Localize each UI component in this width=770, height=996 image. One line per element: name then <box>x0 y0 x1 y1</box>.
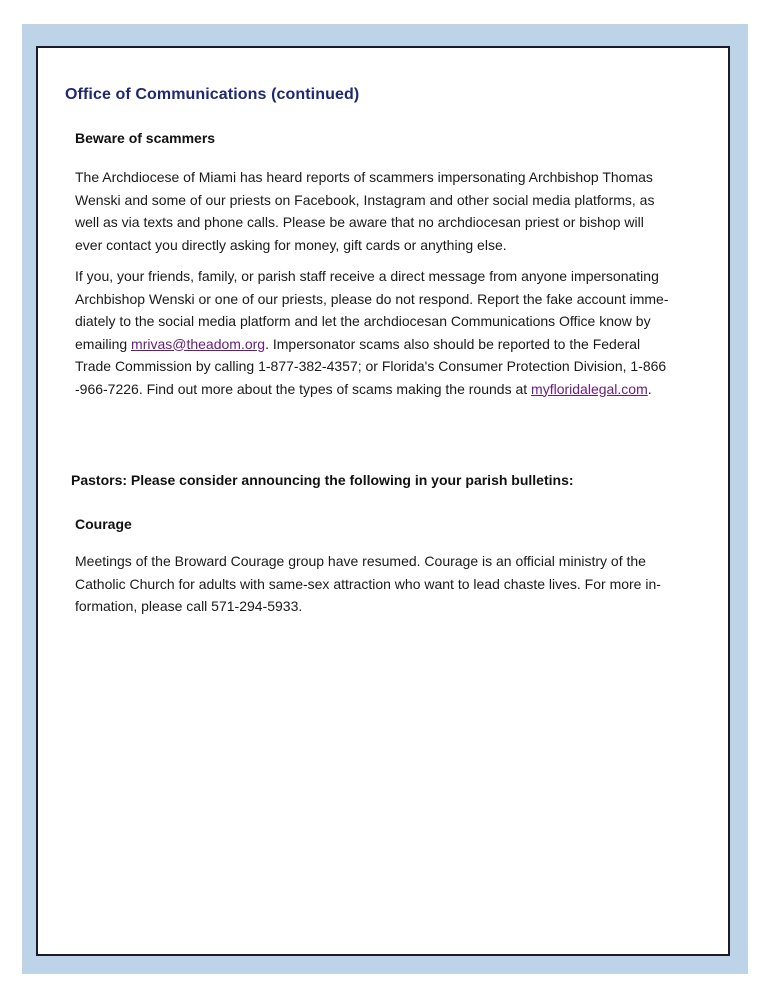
section-heading-courage: Courage <box>75 516 132 532</box>
section-heading-scammers: Beware of scammers <box>75 130 216 146</box>
pastors-note: Pastors: Please consider announcing the following in your parish bulletins: <box>71 472 574 488</box>
text-line: Trade Commission by calling 1-877-382-4357; or Florida's Consumer Protection Division, 1-866 <box>75 358 667 374</box>
text-fragment: . Impersonator scams also should be reported to the Federal <box>265 335 641 352</box>
scam-paragraph-1 <box>75 166 695 256</box>
text-line: Archbishop Wenski or one of our priests, please do not respond. Report the fake account imme- <box>75 290 669 307</box>
text-fragment: emailing <box>75 335 132 352</box>
text-line: Catholic Church for adults with same-sex attraction who want to lead chaste lives. For more in- <box>75 575 661 592</box>
bulletin-page <box>36 46 730 956</box>
text-line: formation, please call 571-294-5933. <box>75 598 303 614</box>
text-fragment: -966-7226. Find out more about the types of scams making the rounds at <box>75 380 532 397</box>
email-link[interactable]: mrivas@theadom.org <box>131 335 266 352</box>
text-line: ever contact you directly asking for money, gift cards or anything else. <box>75 236 507 253</box>
scam-paragraph-2 <box>75 265 695 400</box>
text-line: The Archdiocese of Miami has heard reports of scammers impersonating Archbishop Thomas <box>75 169 653 185</box>
text-line: If you, your friends, family, or parish staff receive a direct message from anyone impersonating <box>75 268 659 284</box>
text-line: diately to the social media platform and let the archdiocesan Communications Office know by <box>75 313 651 329</box>
text-line: well as via texts and phone calls. Please be aware that no archdiocesan priest or bishop will <box>75 214 644 230</box>
text-line: Wenski and some of our priests on Facebook, Instagram and other social media platforms, as <box>75 191 655 208</box>
page-title: Office of Communications (continued) <box>65 86 360 103</box>
website-link[interactable]: myfloridalegal.com <box>531 380 648 397</box>
courage-paragraph <box>75 550 695 618</box>
text-line <box>75 378 695 401</box>
text-line <box>75 333 695 356</box>
text-fragment: . <box>647 380 652 397</box>
text-line: Meetings of the Broward Courage group have resumed. Courage is an official ministry of the <box>75 553 646 569</box>
